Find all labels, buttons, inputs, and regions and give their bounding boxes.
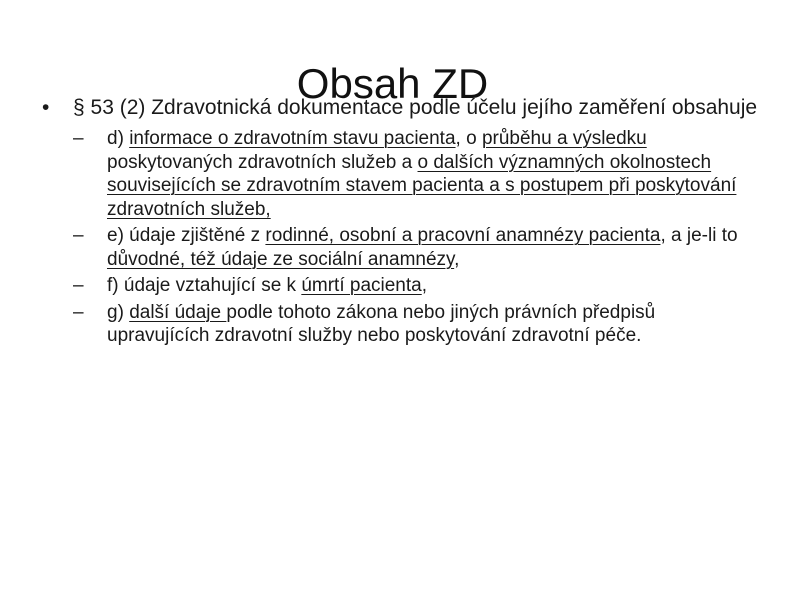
underlined-text-segment: další údaje <box>129 301 227 323</box>
slide-title: Obsah ZD <box>296 60 489 108</box>
underlined-text-segment: úmrtí pacienta <box>301 275 422 296</box>
sub-bullet-item <box>40 301 760 348</box>
dash-bullet-icon: – <box>73 301 84 323</box>
sub-bullet-item <box>40 224 760 271</box>
text-segment: , <box>421 275 428 296</box>
underlined-text-segment: informace o zdravotním stavu pacienta <box>129 128 456 149</box>
dash-bullet-icon: – <box>73 275 84 296</box>
text-segment: , o <box>455 128 482 149</box>
text-segment: g) <box>107 301 130 323</box>
dash-bullet-icon: – <box>73 128 84 149</box>
main-bullet-text: § 53 (2) Zdravotnická dokumentace podle účelu jejího zaměření obsahuje <box>73 96 758 119</box>
text-segment: , a je-li to <box>660 225 738 246</box>
underlined-text-segment: rodinné, osobní a pracovní anamnézy pacienta <box>265 225 661 246</box>
sub-bullet-list <box>40 127 760 348</box>
text-segment: f) údaje vztahující se k <box>107 275 302 296</box>
sub-bullet-item <box>40 274 760 298</box>
sub-bullet-item <box>40 127 760 221</box>
text-segment: e) údaje zjištěné z <box>107 225 266 246</box>
text-segment: poskytovaných zdravotních služeb a <box>107 151 418 173</box>
underlined-text-segment: o dalších významných okolnostech souvisejících se zdravotním stavem pacienta a s postupem při poskytování zdravotních služeb, <box>107 151 737 220</box>
text-segment: d) <box>107 128 130 149</box>
underlined-text-segment: průběhu a výsledku <box>481 128 647 149</box>
main-bullet <box>40 95 760 121</box>
text-segment: podle tohoto zákona nebo jiných právních předpisů upravujících zdravotní služby nebo poskytování zdravotní péče. <box>107 301 656 346</box>
slide-content <box>40 95 760 351</box>
underlined-text-segment: důvodné, též údaje ze sociální anamnézy <box>107 248 455 270</box>
text-segment: , <box>454 248 460 270</box>
bullet-dot-icon: • <box>42 96 50 119</box>
dash-bullet-icon: – <box>73 225 84 246</box>
